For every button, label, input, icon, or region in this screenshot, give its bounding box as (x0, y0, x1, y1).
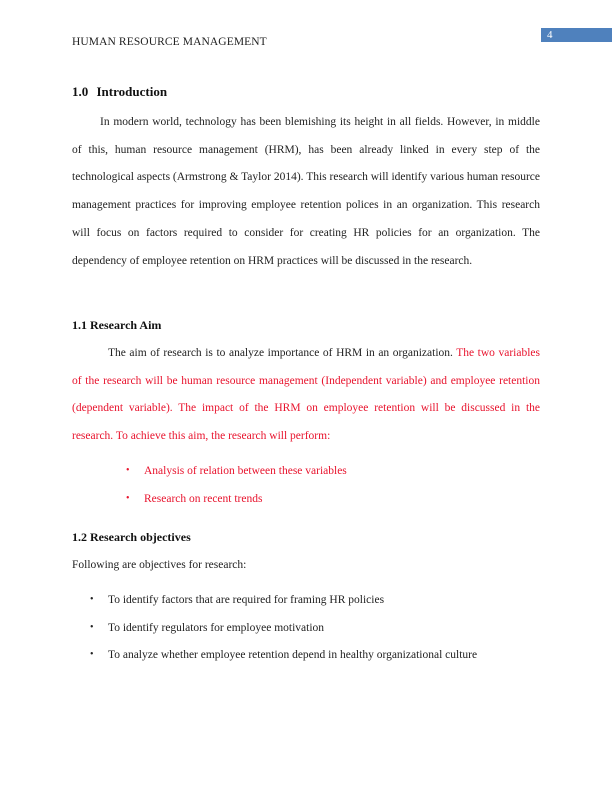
bullet-icon: • (90, 622, 94, 633)
research-aim-paragraph (72, 340, 540, 451)
research-aim-text: The aim of research is to analyze importance of HRM in an organization. (108, 347, 457, 359)
section-heading-research-aim: 1.1 Research Aim (72, 318, 162, 332)
research-aim-highlighted-text: The two variables of the research will be human resource management (Independent variable) and employee retention (dependent variable). The impact of the HRM on employee retention will be discussed in the research. To achieve this aim, the research will perform: (72, 347, 540, 443)
page-number-box (541, 28, 612, 42)
introduction-paragraph (72, 109, 540, 275)
section-heading-research-objectives: 1.2 Research objectives (72, 530, 191, 544)
objectives-intro: Following are objectives for research: (72, 559, 247, 571)
page-number: 4 (547, 29, 553, 41)
bullet-icon: • (90, 649, 94, 660)
section-title: Introduction (96, 84, 168, 99)
running-header: HUMAN RESOURCE MANAGEMENT (72, 36, 267, 48)
bullet-icon: • (126, 465, 130, 476)
section-heading-introduction (72, 84, 167, 100)
bullet-icon: • (90, 594, 94, 605)
bullet-icon: • (126, 493, 130, 504)
section-number: 1.0 (72, 84, 89, 99)
introduction-text: In modern world, technology has been blemishing its height in all fields. However, in middle of this, human resource management (HRM), has been already linked in every step of the technological aspects (Armstrong & Taylor 2014). This research will identify various human resource management practices for improving employee retention polices in an organization. This research will focus on factors required to consider for creating HR policies for an organization. The dependency of employee retention on HRM practices will be discussed in the research. (72, 116, 540, 267)
